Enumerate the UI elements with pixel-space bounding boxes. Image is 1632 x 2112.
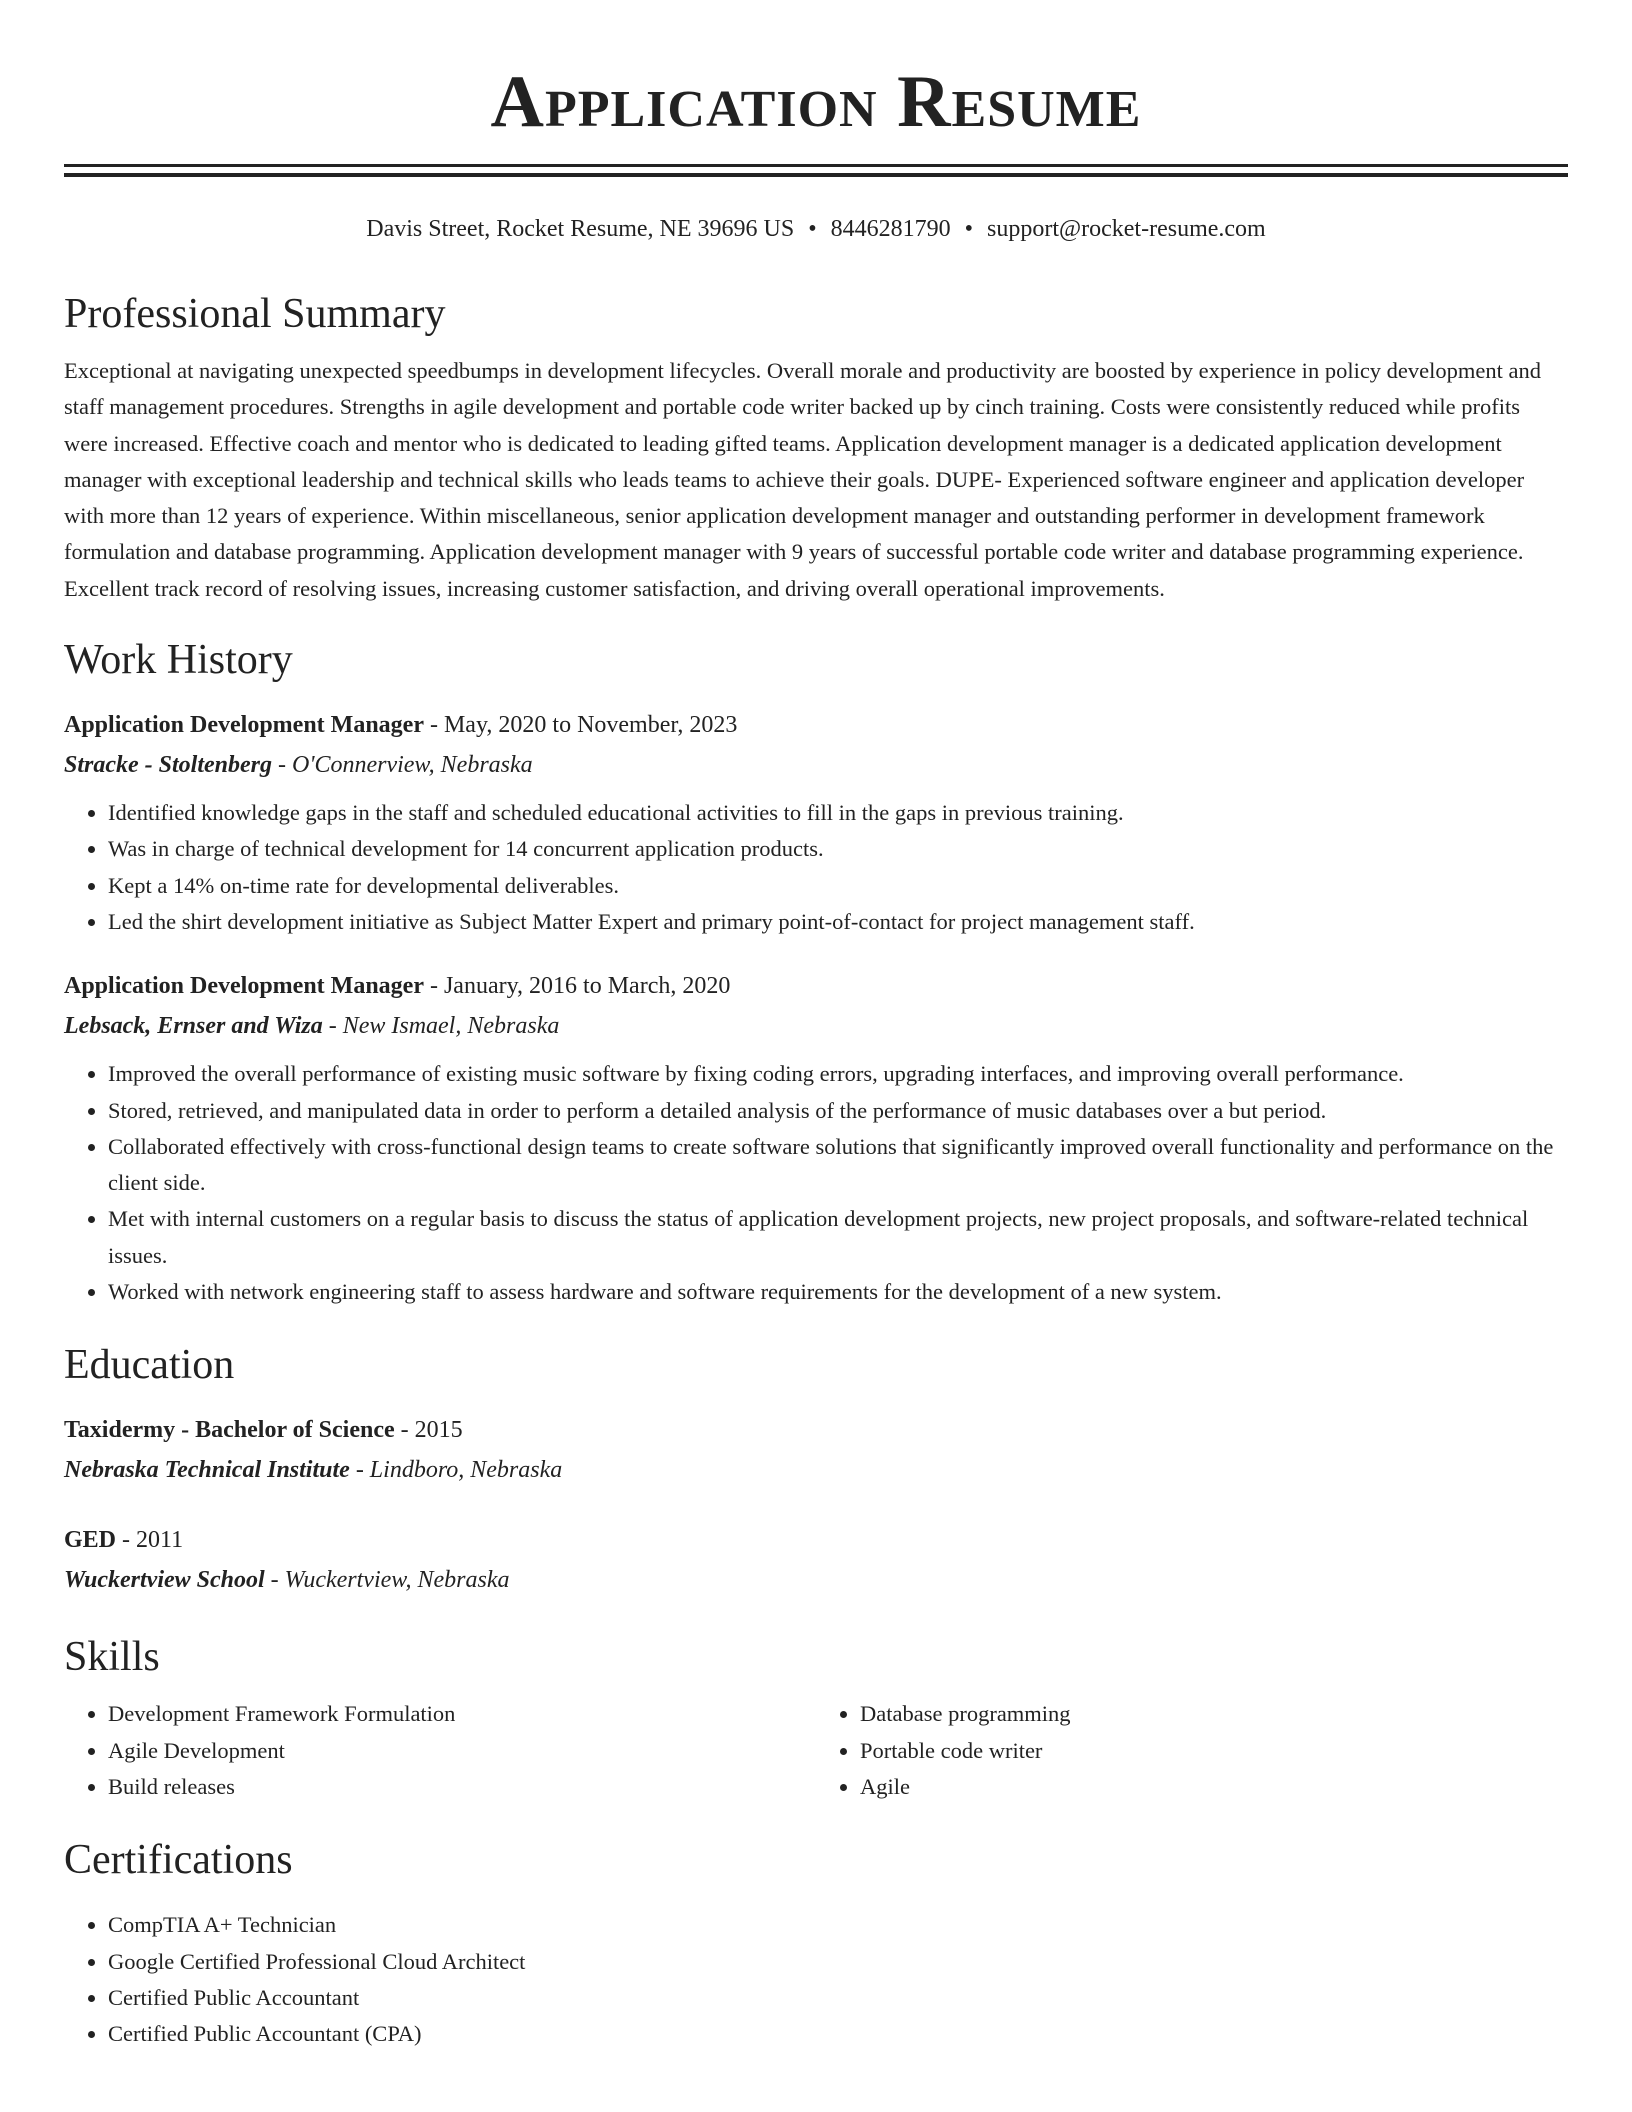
job-company-line [64,1010,1568,1042]
education-degree-line [64,1414,1568,1446]
job-bullet: • Collaborated effectively with cross-functional design teams to create software solutions that significantly improved overall functionality and performance on the client side. [108,1129,1568,1202]
job-bullet: • Identified knowledge gaps in the staff and scheduled educational activities to fill in the gaps in previous training. [108,795,1568,831]
job-bullet: • Improved the overall performance of existing music software by fixing coding errors, upgrading interfaces, and improving overall performance. [108,1056,1568,1092]
job-bullet: • Led the shirt development initiative as Subject Matter Expert and primary point-of-contact for project management staff. [108,904,1568,940]
education-degree: GED [64,1527,117,1554]
resume-title: Application Resume [490,61,1142,143]
job-dates: - January, 2016 to March, 2020 [423,973,731,1000]
job-bullet: • Kept a 14% on-time rate for developmental deliverables. [108,868,1568,904]
skill-item: • Development Framework Formulation [108,1696,816,1732]
education-degree: Taxidermy - Bachelor of Science [64,1417,395,1444]
job-entry [64,709,1568,940]
skill-item: • Portable code writer [860,1733,1568,1769]
skill-item: • Database programming [860,1696,1568,1732]
certification-item: • Certified Public Accountant (CPA) [108,2016,1568,2052]
skill-item: • Build releases [108,1769,816,1805]
skills-list-right [816,1696,1568,1805]
contact-line [64,213,1568,245]
education-year: - 2011 [116,1527,184,1554]
skill-item: • Agile Development [108,1733,816,1769]
education-entry [64,1524,1568,1596]
contact-address: Davis Street, Rocket Resume, NE 39696 US [366,216,795,242]
job-company-line [64,749,1568,781]
skills-heading: Skills [64,1634,160,1681]
job-bullet: • Met with internal customers on a regular basis to discuss the status of application development projects, new project proposals, and software-related technical issues. [108,1201,1568,1274]
contact-separator: • [808,216,817,242]
job-bullets [64,795,1568,940]
job-location: - O'Connerview, Nebraska [272,752,533,779]
job-title: Application Development Manager [64,973,424,1000]
contact-email: support@rocket-resume.com [987,216,1266,242]
summary-heading: Professional Summary [64,291,446,337]
education-heading: Education [64,1342,235,1389]
job-bullet: • Stored, retrieved, and manipulated data in order to perform a detailed analysis of the performance of music databases over a but period. [108,1093,1568,1129]
job-title: Application Development Manager [64,712,424,739]
education-entry [64,1414,1568,1486]
certification-item: • Google Certified Professional Cloud Architect [108,1944,1568,1980]
skills-list-left [64,1696,816,1805]
certification-item: • CompTIA A+ Technician [108,1907,1568,1943]
education-school: Nebraska Technical Institute [64,1457,350,1484]
job-title-line [64,709,1568,741]
contact-phone: 8446281790 [830,216,951,242]
title-rule-top [64,164,1568,167]
contact-separator: • [964,216,974,242]
title-rule-bottom [64,173,1568,177]
job-company: Stracke - Stoltenberg [64,752,272,779]
job-bullet: • Worked with network engineering staff to assess hardware and software requirements for the development of a new system. [108,1274,1568,1310]
job-title-line [64,970,1568,1002]
education-school-line [64,1454,1568,1486]
job-company: Lebsack, Ernser and Wiza [64,1013,323,1040]
skill-item: • Agile [860,1769,1568,1805]
summary-text: Exceptional at navigating unexpected speedbumps in development lifecycles. Overall morale and productivity are boosted by experience in policy development and staff management procedures. Strengths in agile development and portable code writer backed up by cinch training. Costs were consistently reduced while profits were increased. Effective coach and mentor who is dedicated to leading gifted teams. Application development manager is a dedicated application development manager with exceptional leadership and technical skills who leads teams to achieve their goals. DUPE- Experienced software engineer and application developer with more than 12 years of experience. Within miscellaneous, senior application development manager and outstanding performer in development framework formulation and database programming. Application development manager with 9 years of successful portable code writer and database programming experience. Excellent track record of resolving issues, increasing customer satisfaction, and driving overall operational improvements. [64,358,1542,601]
job-bullets [64,1056,1568,1310]
education-degree-line [64,1524,1568,1556]
certification-item: • Certified Public Accountant [108,1980,1568,2016]
education-location: - Wuckertview, Nebraska [264,1567,510,1594]
job-entry [64,970,1568,1310]
certifications-heading: Certifications [64,1837,293,1884]
education-year: - 2015 [394,1417,463,1444]
job-location: - New Ismael, Nebraska [322,1013,560,1040]
skills-columns [64,1696,1568,1805]
education-school-line [64,1564,1568,1596]
education-location: - Lindboro, Nebraska [349,1457,563,1484]
job-bullet: • Was in charge of technical development for 14 concurrent application products. [108,831,1568,867]
certifications-list [64,1907,1568,2052]
education-school: Wuckertview School [64,1567,265,1594]
work-history-heading: Work History [64,637,293,684]
job-dates: - May, 2020 to November, 2023 [423,712,738,739]
